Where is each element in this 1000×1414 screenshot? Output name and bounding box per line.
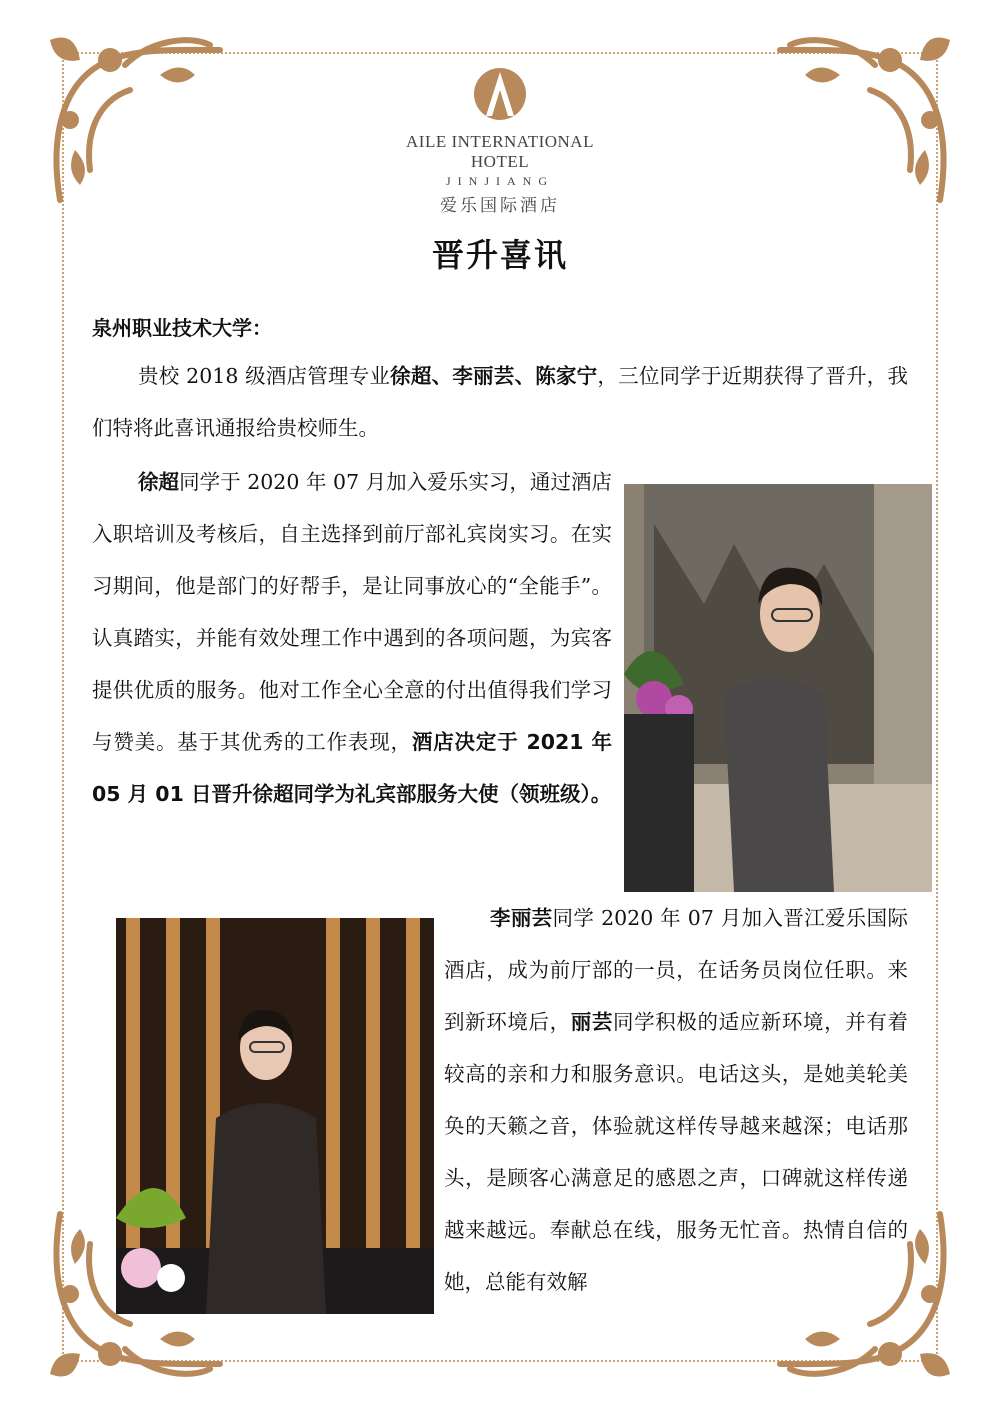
li-liyun-name: 李丽芸 [490, 906, 553, 930]
intro-names: 徐超、李丽芸、陈家宁 [390, 364, 598, 388]
liyun-name: 丽芸 [570, 1010, 613, 1034]
intro-paragraph [92, 350, 908, 454]
logo-city: JINJIANG [446, 174, 554, 188]
logo-mark-icon [472, 66, 528, 128]
xu-chao-promotion: 酒店决定于 2021 年 05 月 01 日晋升徐超同学为礼宾部服务大使（领班级）。 [92, 730, 612, 806]
xu-chao-paragraph [92, 456, 612, 820]
hotel-logo [380, 66, 620, 216]
xu-chao-text: 同学于 2020 年 07 月加入爱乐实习，通过酒店入职培训及考核后，自主选择到前厅部礼宾岗实习。在实习期间，他是部门的好帮手，是让同事放心的“全能手”。认真踏实，并能有效处理工作中遇到的各项问题，为宾客提供优质的服务。他对工作全心全意的付出值得我们学习与赞美。基于其优秀的工作表现， [92, 470, 613, 754]
greeting: 泉州职业技术大学： [92, 316, 272, 340]
li-liyun-text-1: 同学 2020 年 07 月加入晋江爱乐国际酒店，成为前厅部的一员，在话务员岗位任职。来到新环境后， [444, 906, 908, 1034]
li-liyun-text-2: 同学积极的适应新环境，并有着较高的亲和力和服务意识。电话这头，是她美轮美奂的天籁之音，体验就这样传导越来越深；电话那头，是顾客心满意足的感恩之声，口碑就这样传递越来越远。奉献总在线，服务无忙音。热情自信的她，总能有效解 [444, 1010, 909, 1294]
corner-ornament-top-right [750, 20, 970, 220]
corner-ornament-top-left [30, 20, 250, 220]
li-liyun-paragraph [92, 892, 908, 1308]
page-title: 晋升喜讯 [431, 236, 568, 274]
intro-text-2: ，三位同学于近期获得了晋升，我们特将此喜讯通报给贵校师生。 [92, 364, 909, 440]
logo-name: AILE INTERNATIONAL HOTEL [406, 132, 594, 171]
photo-xu-chao [624, 484, 932, 892]
logo-name-cn: 爱乐国际酒店 [440, 196, 560, 216]
intro-text-1: 贵校 2018 级酒店管理专业 [138, 364, 391, 388]
xu-chao-name: 徐超 [138, 470, 180, 494]
